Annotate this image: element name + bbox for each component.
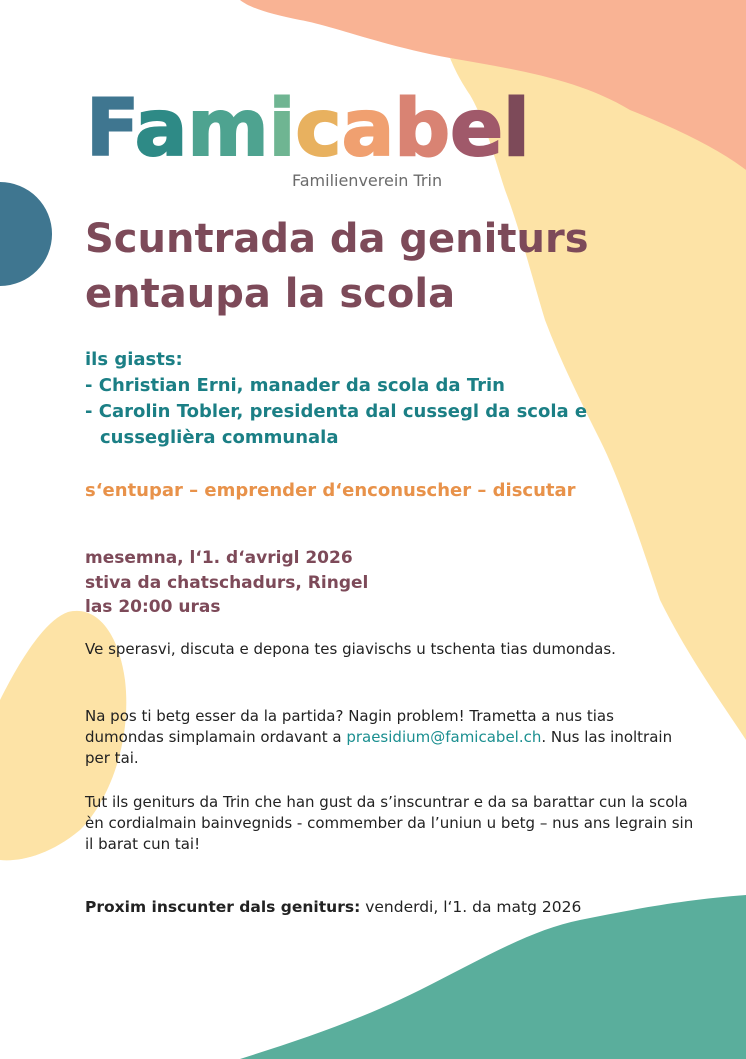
next-meeting (85, 898, 581, 916)
paragraph-welcome: Tut ils geniturs da Trin che han gust da s’inscuntrar e da sa barattar cun la scola èn cordialmain bainvegnids - commember da l’uniun u betg – nus ans legrain sin il barat cun tai! (85, 793, 694, 853)
email-link[interactable]: praesidium@famicabel.ch (346, 728, 542, 746)
event-details (85, 546, 368, 620)
teal-blob (240, 895, 746, 1059)
event-date: mesemna, l‘1. d‘avrigl 2026 (85, 548, 353, 568)
event-place: stiva da chatschadurs, Ringel (85, 572, 369, 593)
logo-letter: m (187, 84, 269, 174)
guests-section (85, 347, 705, 451)
logo-letter: i (268, 84, 296, 174)
logo-letter: a (134, 84, 188, 174)
paragraph-questions-text: Na pos ti betg esser da la partida? Nagin problem! Trametta a nus tias dumondas simplamain ordavant a (85, 707, 614, 746)
guest-item: - Christian Erni, manader da scola da Trin (85, 375, 505, 396)
logo-letter: b (394, 84, 451, 174)
logo-letter: c (295, 84, 342, 174)
famicabel-logo (86, 84, 530, 174)
tagline: s‘entupar – emprender d‘enconuscher – discutar (85, 480, 576, 501)
next-meeting-label: Proxim inscunter dals geniturs: (85, 898, 361, 916)
paragraph-invite: Ve sperasvi, discuta e depona tes giavischs u tschenta tias dumondas. (85, 640, 616, 658)
title-line-2: entaupa la scola (85, 271, 456, 317)
blue-half-circle (0, 182, 52, 286)
logo-letter: F (86, 84, 135, 174)
logo-letter: l (503, 84, 530, 174)
guests-heading: ils giasts: (85, 349, 183, 370)
logo-letter: e (450, 84, 504, 174)
logo-subtitle: Familienverein Trin (292, 171, 443, 190)
event-time: las 20:00 uras (85, 597, 221, 617)
next-meeting-value: venderdi, l‘1. da matg 2026 (360, 898, 582, 916)
logo-letter: a (341, 84, 395, 174)
page-title (85, 212, 705, 322)
guest-item: - Carolin Tobler, presidenta dal cussegl da scola e cusseglièra communala (85, 401, 588, 448)
paragraph-questions (85, 706, 695, 769)
title-line-1: Scuntrada da geniturs (85, 216, 589, 262)
paragraph-questions-text-end: . Nus las inoltrain per tai. (85, 728, 673, 767)
